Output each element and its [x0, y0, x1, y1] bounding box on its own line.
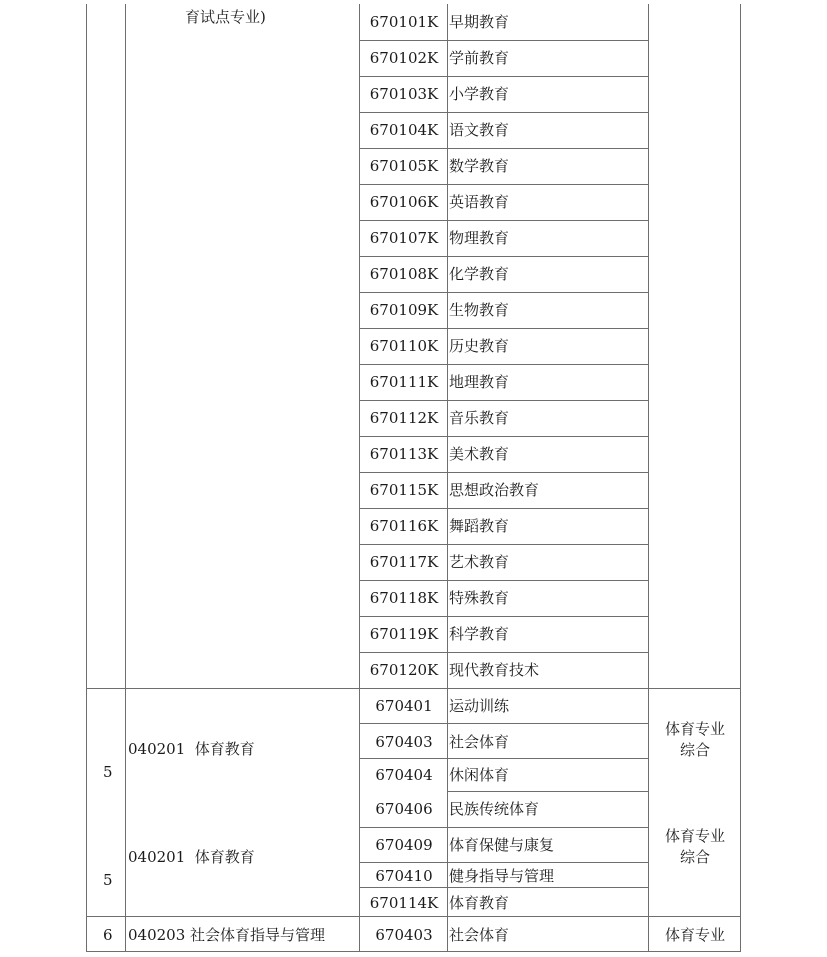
major-name: 美术教育	[449, 445, 510, 463]
grid-line	[86, 951, 741, 952]
major-code: 670112K	[369, 409, 439, 427]
undergrad-major: 040201 体育教育	[128, 740, 255, 758]
major-code: 670403	[375, 926, 433, 944]
major-code: 670117K	[369, 553, 439, 571]
major-name: 科学教育	[449, 625, 510, 643]
major-code: 670410	[375, 867, 433, 885]
major-name: 特殊教育	[449, 589, 510, 607]
grid-line	[125, 4, 126, 952]
major-code: 670106K	[369, 193, 439, 211]
major-code: 670403	[375, 733, 433, 751]
exam-subject: 体育专业	[664, 926, 725, 944]
grid-line	[359, 328, 649, 329]
grid-line	[359, 400, 649, 401]
major-code: 670119K	[369, 625, 439, 643]
major-name: 休闲体育	[449, 766, 510, 784]
grid-line	[359, 436, 649, 437]
grid-line	[359, 364, 649, 365]
grid-line	[86, 688, 741, 689]
major-name-fragment: 育试点专业)	[185, 8, 266, 26]
grid-line	[86, 4, 87, 952]
grid-line	[359, 472, 649, 473]
major-code: 670114K	[369, 894, 439, 912]
major-name: 历史教育	[449, 337, 510, 355]
grid-line	[359, 827, 649, 828]
major-name: 现代教育技术	[449, 661, 540, 679]
major-code: 670103K	[369, 85, 439, 103]
major-code: 670120K	[369, 661, 439, 679]
major-code: 670104K	[369, 121, 439, 139]
grid-line	[359, 292, 649, 293]
grid-line	[359, 112, 649, 113]
major-code: 670406	[375, 800, 433, 818]
major-code: 670102K	[369, 49, 439, 67]
major-name: 艺术教育	[449, 553, 510, 571]
major-name: 生物教育	[449, 301, 510, 319]
major-code: 670113K	[369, 445, 439, 463]
grid-line	[359, 148, 649, 149]
row-number: 5	[103, 763, 113, 781]
major-name: 思想政治教育	[449, 481, 540, 499]
grid-line	[359, 256, 649, 257]
grid-line	[359, 723, 649, 724]
exam-subject: 体育专业综合	[664, 827, 725, 866]
row-number: 6	[103, 926, 113, 944]
grid-line	[447, 791, 649, 792]
major-name: 地理教育	[449, 373, 510, 391]
major-name: 舞蹈教育	[449, 517, 510, 535]
major-code: 670111K	[369, 373, 439, 391]
undergrad-major: 040203 社会体育指导与管理	[128, 926, 326, 944]
major-code: 670110K	[369, 337, 439, 355]
grid-line	[359, 184, 649, 185]
grid-line	[648, 4, 649, 952]
major-name: 社会体育	[449, 926, 510, 944]
grid-line	[359, 580, 649, 581]
major-name: 早期教育	[449, 13, 510, 31]
major-code: 670404	[375, 766, 433, 784]
major-name: 化学教育	[449, 265, 510, 283]
major-name: 英语教育	[449, 193, 510, 211]
grid-line	[359, 40, 649, 41]
grid-line	[359, 616, 649, 617]
major-name: 音乐教育	[449, 409, 510, 427]
major-name: 健身指导与管理	[449, 867, 555, 885]
major-name: 数学教育	[449, 157, 510, 175]
row-number: 5	[103, 871, 113, 889]
major-code: 670109K	[369, 301, 439, 319]
grid-line	[359, 220, 649, 221]
grid-line	[359, 862, 649, 863]
major-name: 运动训练	[449, 697, 510, 715]
major-name: 物理教育	[449, 229, 510, 247]
grid-line	[740, 4, 741, 952]
major-name: 民族传统体育	[449, 800, 540, 818]
grid-line	[359, 887, 649, 888]
major-name: 体育保健与康复	[449, 836, 555, 854]
major-name: 体育教育	[449, 894, 510, 912]
grid-line	[86, 916, 741, 917]
major-code: 670409	[375, 836, 433, 854]
major-name: 学前教育	[449, 49, 510, 67]
grid-line	[359, 508, 649, 509]
major-name: 小学教育	[449, 85, 510, 103]
major-code: 670108K	[369, 265, 439, 283]
exam-subject: 体育专业综合	[664, 720, 725, 759]
grid-line	[359, 544, 649, 545]
major-code: 670401	[375, 697, 433, 715]
grid-line	[359, 758, 649, 759]
major-name: 社会体育	[449, 733, 510, 751]
undergrad-major: 040201 体育教育	[128, 848, 255, 866]
major-code: 670101K	[369, 13, 439, 31]
major-code: 670115K	[369, 481, 439, 499]
major-name: 语文教育	[449, 121, 510, 139]
grid-line	[359, 76, 649, 77]
grid-line	[359, 652, 649, 653]
major-code: 670107K	[369, 229, 439, 247]
major-code: 670116K	[369, 517, 439, 535]
major-code: 670118K	[369, 589, 439, 607]
major-code: 670105K	[369, 157, 439, 175]
